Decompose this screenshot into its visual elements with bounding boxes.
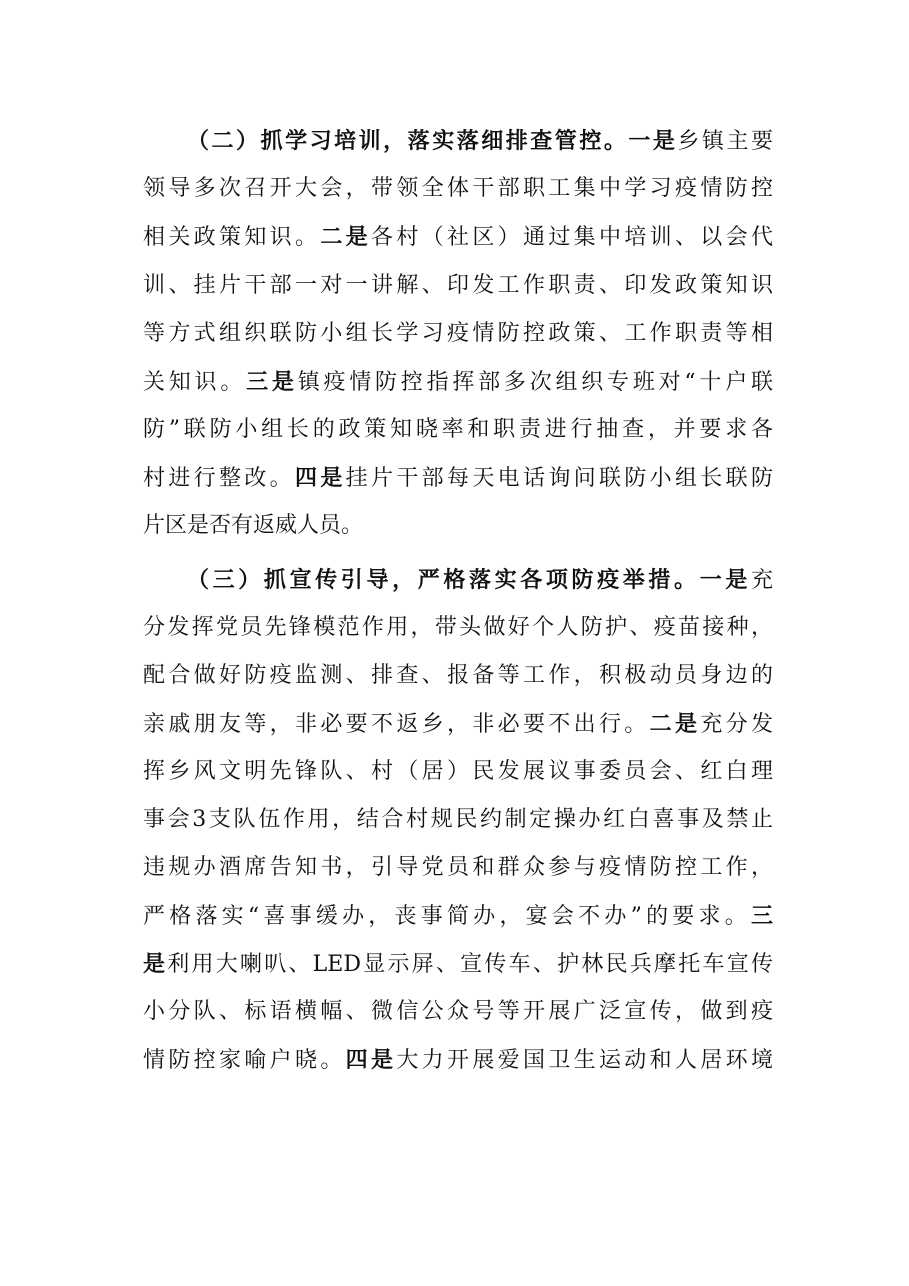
bold-text: 二是 bbox=[649, 711, 701, 737]
paragraph-2-line bbox=[143, 604, 773, 652]
body-text: 配合做好防疫监测、排查、报备等工作，积极动员身边的 bbox=[143, 663, 773, 688]
body-text: 情防控家喻户晓。 bbox=[143, 1048, 346, 1073]
body-text: 各村（社区）通过集中培训、以会代 bbox=[371, 225, 773, 250]
paragraph-2-line bbox=[143, 748, 773, 796]
body-text: 事会3支队伍作用，结合村规民约制定操办红白喜事及禁止 bbox=[143, 807, 773, 832]
body-text: 关知识。 bbox=[143, 370, 247, 395]
body-text: 乡镇主要 bbox=[677, 129, 773, 154]
paragraph-1-line bbox=[143, 310, 773, 358]
bold-text: 一是 bbox=[628, 128, 678, 154]
paragraph-1-line bbox=[143, 406, 773, 454]
body-text: 防”联防小组长的政策知晓率和职责进行抽查，并要求各 bbox=[143, 417, 773, 442]
paragraph-2-line bbox=[143, 556, 773, 604]
body-text: 相关政策知识。 bbox=[143, 225, 321, 250]
bold-text: 是 bbox=[143, 951, 168, 977]
paragraph-1-line bbox=[143, 358, 773, 406]
bold-text: 四是 bbox=[295, 465, 346, 491]
paragraph-2-line bbox=[143, 892, 773, 940]
body-text: 严格落实“喜事缓办，丧事简办，宴会不办”的要求。 bbox=[143, 904, 751, 929]
paragraph-1-line bbox=[143, 213, 773, 261]
paragraph-1-line bbox=[143, 502, 773, 550]
paragraph-2-line bbox=[143, 940, 773, 988]
paragraph-1-line bbox=[143, 165, 773, 213]
body-text: 片区是否有返威人员。 bbox=[143, 513, 364, 538]
body-text: 村进行整改。 bbox=[143, 466, 295, 491]
paragraph-1-line bbox=[143, 262, 773, 310]
body-text: 大力开展爱国卫生运动和人居环境 bbox=[396, 1048, 773, 1073]
bold-text: 四是 bbox=[345, 1047, 397, 1073]
body-text: 训、挂片干部一对一讲解、印发工作职责、印发政策知识 bbox=[143, 273, 773, 298]
paragraph-2-line bbox=[143, 1036, 773, 1084]
body-text: 分发挥党员先锋模范作用，带头做好个人防护、疫苗接种， bbox=[143, 615, 773, 640]
bold-text: 一是 bbox=[699, 567, 751, 593]
body-text: 挥乡风文明先锋队、村（居）民发展议事委员会、红白理 bbox=[143, 759, 773, 784]
body-text: 充分发 bbox=[700, 712, 773, 737]
bold-text: 二是 bbox=[320, 224, 371, 250]
body-text: 小分队、标语横幅、微信公众号等开展广泛宣传，做到疫 bbox=[143, 999, 773, 1024]
paragraph-2-line bbox=[143, 796, 773, 844]
bold-text: 三是 bbox=[246, 369, 298, 395]
paragraph-2-line bbox=[143, 700, 773, 748]
body-text: 利用大喇叭、LED显示屏、宣传车、护林民兵摩托车宣传 bbox=[167, 952, 773, 977]
bold-text: 三 bbox=[750, 903, 773, 929]
paragraph-2-line bbox=[143, 652, 773, 700]
body-text: 等方式组织联防小组长学习疫情防控政策、工作职责等相 bbox=[143, 321, 773, 346]
paragraph-2-line bbox=[143, 844, 773, 892]
body-text: 充 bbox=[750, 568, 773, 593]
bold-text: （三）抓宣传引导，严格落实各项防疫举措。 bbox=[187, 567, 700, 593]
bold-text: （二）抓学习培训，落实落细排查管控。 bbox=[187, 128, 629, 154]
body-text: 领导多次召开大会，带领全体干部职工集中学习疫情防控 bbox=[143, 176, 773, 201]
body-text: 挂片干部每天电话询问联防小组长联防 bbox=[345, 466, 773, 491]
body-text: 违规办酒席告知书，引导党员和群众参与疫情防控工作， bbox=[143, 855, 773, 880]
body-text: 亲戚朋友等，非必要不返乡，非必要不出行。 bbox=[143, 712, 650, 737]
body-text: 镇疫情防控指挥部多次组织专班对“十户联 bbox=[297, 370, 773, 395]
paragraph-1-line bbox=[143, 454, 773, 502]
paragraph-1-line bbox=[143, 117, 773, 165]
paragraph-2-line bbox=[143, 988, 773, 1036]
